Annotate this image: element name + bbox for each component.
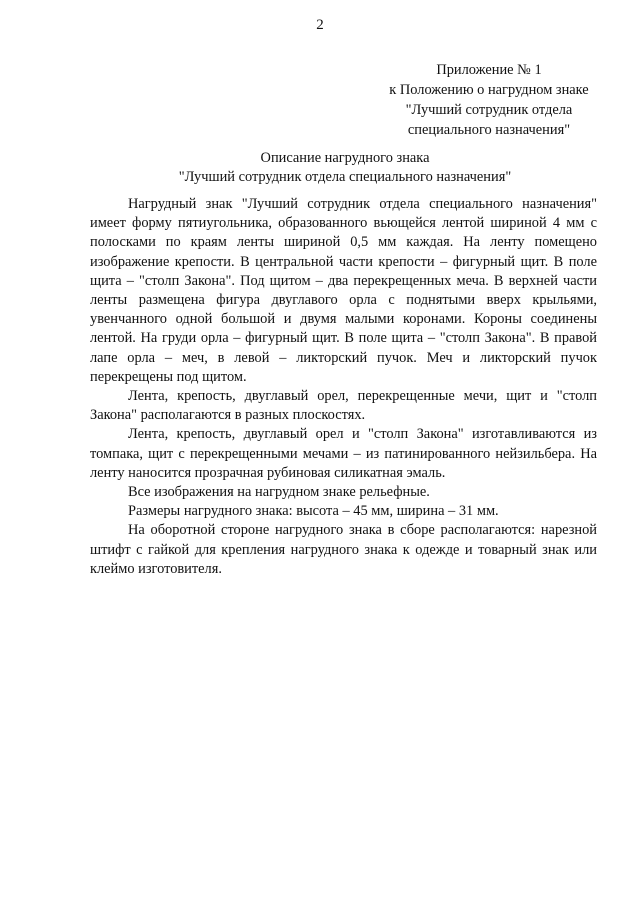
paragraph-dimensions: Размеры нагрудного знака: высота – 45 мм, ширина – 31 мм. bbox=[128, 503, 499, 520]
title-line-1: Описание нагрудного знака bbox=[260, 150, 430, 166]
appendix-line-2: к Положению о нагрудном знаке bbox=[389, 82, 589, 98]
appendix-line-1: Приложение № 1 bbox=[436, 62, 542, 78]
page-number: 2 bbox=[316, 17, 324, 33]
appendix-header bbox=[372, 60, 606, 140]
paragraph-materials: Лента, крепость, двуглавый орел и "столп Закона" изготавливаются из томпака, щит с перекрещенными мечами – из патинированного нейзильбера. На ленту наносится прозрачная рубиновая силикатная эмаль. bbox=[90, 426, 597, 481]
paragraph-reverse-side: На оборотной стороне нагрудного знака в сборе располагаются: нарезной штифт с гайкой для крепления нагрудного знака к одежде и товарный знак или клеймо изготовителя. bbox=[90, 522, 597, 577]
title-line-2: "Лучший сотрудник отдела специального назначения" bbox=[178, 169, 512, 185]
paragraph-planes: Лента, крепость, двуглавый орел, перекрещенные мечи, щит и "столп Закона" располагаются в разных плоскостях. bbox=[90, 388, 597, 424]
document-title bbox=[90, 149, 600, 187]
paragraph-description: Нагрудный знак "Лучший сотрудник отдела специального назначения" имеет форму пятиугольника, образованного вьющейся лентой шириной 4 мм с полосками по краям ленты шириной 0,5 мм каждая. На ленту помещено изображение крепости. В центральной части крепости – фигурный щит. В поле щита – "столп Закона". Под щитом – два перекрещенных меча. В верхней части ленты размещена фигура двуглавого орла с поднятыми вверх крыльями, увенчанного одной большой и двумя малыми коронами. Короны соединены лентой. На груди орла – фигурный щит. В поле щита – "столп Закона". В правой лапе орла – меч, в левой – ликторский пучок. Меч и ликторский пучок перекрещены под щитом. bbox=[90, 196, 597, 385]
description-body bbox=[90, 195, 597, 579]
paragraph-relief: Все изображения на нагрудном знаке рельефные. bbox=[128, 484, 430, 501]
appendix-line-3: "Лучший сотрудник отдела bbox=[405, 102, 573, 118]
appendix-line-4: специального назначения" bbox=[407, 122, 571, 138]
